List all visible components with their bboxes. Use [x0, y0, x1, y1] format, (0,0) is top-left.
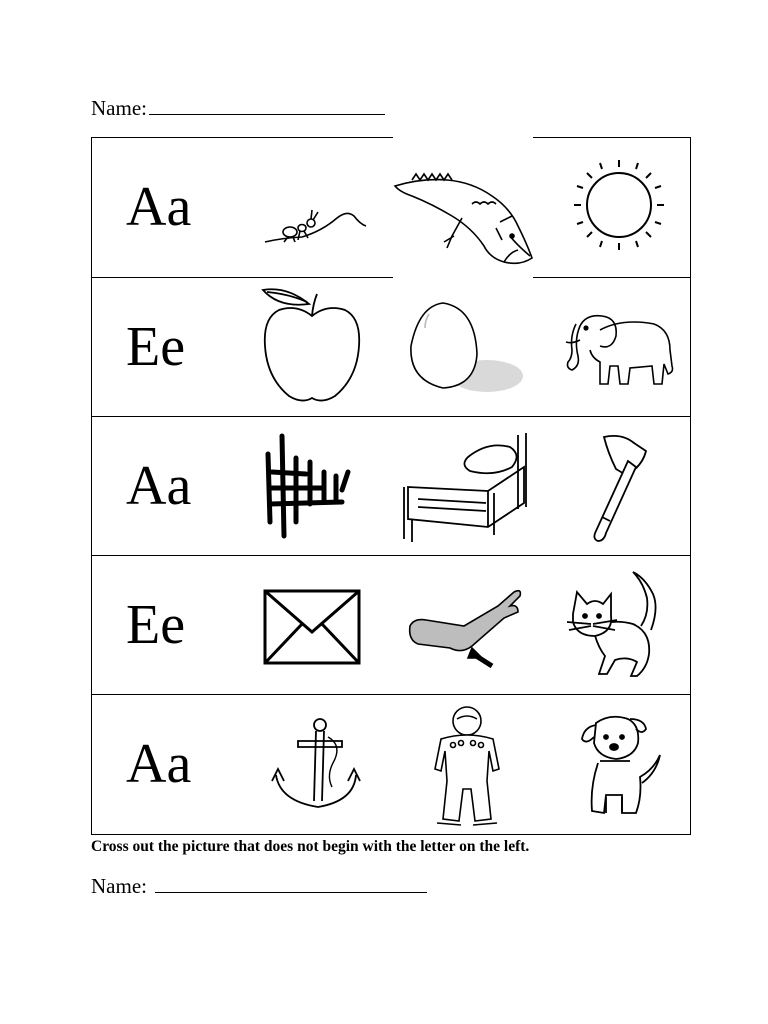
- row-letter: Ee: [126, 594, 186, 656]
- name-write-line[interactable]: [155, 874, 427, 893]
- antenna-icon[interactable]: [262, 432, 357, 542]
- worksheet-row: [92, 555, 690, 694]
- worksheet-row: [92, 416, 690, 555]
- elephant-icon[interactable]: [562, 306, 677, 391]
- border-gap: [393, 270, 533, 282]
- axe-icon[interactable]: [582, 431, 652, 543]
- name-write-line[interactable]: [149, 96, 385, 115]
- astronaut-icon[interactable]: [427, 703, 507, 831]
- worksheet-row: [92, 694, 690, 833]
- bed-icon[interactable]: [398, 427, 533, 547]
- row-letter: Aa: [126, 733, 192, 795]
- alligator-icon[interactable]: [392, 166, 537, 271]
- egg-icon[interactable]: [407, 298, 527, 403]
- dog-icon[interactable]: [576, 707, 666, 822]
- sun-icon[interactable]: [570, 156, 668, 254]
- name-field-bottom[interactable]: [91, 874, 427, 898]
- cat-icon[interactable]: [567, 568, 667, 683]
- worksheet-row: [92, 138, 690, 277]
- row-letter: Aa: [126, 176, 192, 238]
- name-label: Name:: [91, 96, 147, 120]
- anchor-icon[interactable]: [270, 715, 360, 815]
- apple-icon[interactable]: [257, 286, 367, 406]
- instruction-text: Cross out the picture that does not begin with the letter on the left.: [91, 838, 530, 855]
- envelope-icon[interactable]: [262, 588, 362, 666]
- border-gap: [393, 130, 533, 142]
- name-label: Name:: [91, 874, 147, 898]
- row-letter: Ee: [126, 316, 186, 378]
- name-field-top[interactable]: [91, 96, 385, 120]
- worksheet-grid: [91, 137, 691, 835]
- row-letter: Aa: [126, 455, 192, 517]
- ant-icon[interactable]: [262, 196, 372, 246]
- worksheet-row: [92, 277, 690, 416]
- elbow-icon[interactable]: [406, 584, 526, 674]
